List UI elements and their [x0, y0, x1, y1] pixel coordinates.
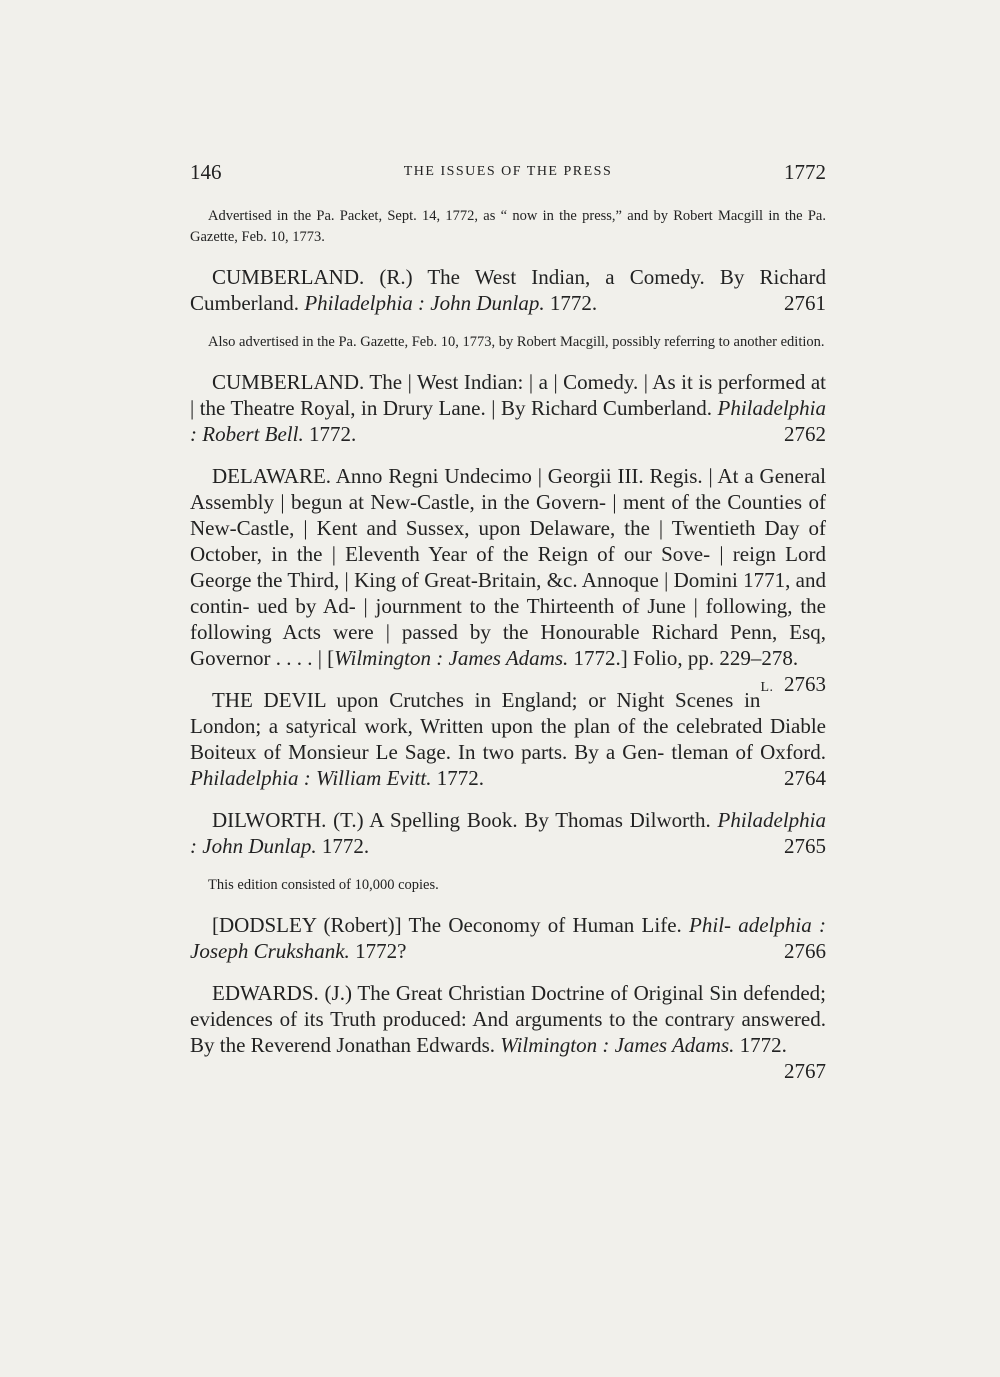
entry-date: 1772.]: [573, 646, 628, 670]
entry-date: 1772.: [436, 766, 484, 790]
header-year: 1772: [784, 160, 826, 184]
note-advertised: Advertised in the Pa. Packet, Sept. 14, 1772, as “ now in the press,” and by Robert Macgill in the Pa. Gazette, Feb. 10, 1773.: [190, 208, 826, 245]
entry-date: 1772.: [321, 834, 370, 858]
entry-number: 2761: [784, 291, 826, 315]
entry-text: DELAWARE. Anno Regni Undecimo | Georgii III. Regis. | At a General Assembly | begun at New-Castle, in the Govern- | ment of the Counties of New-Castle, | Kent and Sussex, upon Delaware, the | Twentieth Day of October, in the | Eleventh Year of the Reign of our Sove- | reign Lord George the Third, | King of Great-Britain, &c. Annoque | Domini 1771, and contin- ued by Ad- | journment to the Thirteenth of June | following, the following Acts were | passed by the Honourable Richard Penn, Esq, Governor . . . . | [: [190, 464, 826, 670]
entry-number: 2765: [784, 834, 826, 858]
note-copies: This edition consisted of 10,000 copies.: [208, 877, 439, 893]
entry-number: 2764: [784, 766, 826, 790]
note-also-advertised: Also advertised in the Pa. Gazette, Feb. 10, 1773, by Robert Macgill, possibly referring to another edition.: [208, 334, 825, 350]
entry-date: 1772.: [549, 291, 598, 315]
running-head: THE ISSUES OF THE PRESS: [403, 164, 613, 179]
entry-text: CUMBERLAND. (R.) The West Indian, a Comedy. By Richard Cumberland.: [190, 265, 826, 315]
entry-number: 2763: [784, 672, 826, 696]
entry-2766: [190, 912, 826, 964]
entry-imprint: Wilmington : James Adams.: [334, 646, 569, 670]
entry-imprint: Philadelphia : William Evitt.: [190, 766, 432, 790]
entry-2762: [190, 369, 826, 447]
entry-2763: [190, 463, 826, 696]
entry-text: [DODSLEY (Robert)] The Oeconomy of Human Life.: [212, 913, 682, 937]
entry-2761: [190, 264, 826, 316]
page-body: [190, 206, 826, 1084]
entry-2767: [190, 980, 826, 1083]
entry-format: Folio, pp. 229–278.: [633, 646, 799, 670]
entry-number: 2767: [784, 1059, 826, 1083]
entry-imprint: Wilmington : James Adams.: [500, 1033, 735, 1057]
entry-text: DILWORTH. (T.) A Spelling Book. By Thomas Dilworth.: [212, 808, 711, 832]
page-number: 146: [190, 160, 222, 184]
entry-date: 1772?: [355, 939, 407, 963]
entry-number: 2762: [784, 422, 826, 446]
entry-date: 1772.: [308, 422, 357, 446]
entry-text: THE DEVIL upon Crutches in England; or Night Scenes in London; a satyrical work, Written upon the plan of the celebrated Diable Boiteux of Monsieur Le Sage. In two parts. By a Gen- tleman of Oxford.: [190, 688, 826, 764]
entry-2765: [190, 807, 826, 859]
entry-imprint: Philadelphia : Robert Bell.: [190, 396, 827, 446]
entry-text: EDWARDS. (J.) The Great Christian Doctrine of Original Sin defended; evidences of its Truth produced: And arguments to the contrary answered. By the Reverend Jonathan Edwards.: [190, 981, 826, 1057]
entry-imprint: Philadelphia : John Dunlap.: [190, 808, 826, 858]
entry-imprint: Philadelphia : John Dunlap.: [304, 291, 545, 315]
entry-imprint: Phil- adelphia : Joseph Crukshank.: [190, 913, 826, 963]
entry-date: 1772.: [739, 1033, 787, 1057]
entry-location: L.: [760, 680, 774, 695]
entry-2764: [190, 687, 826, 791]
entry-number-group: [760, 671, 826, 701]
entry-number: 2766: [784, 939, 826, 963]
page-header: [190, 160, 826, 186]
entry-text: CUMBERLAND. The | West Indian: | a | Comedy. | As it is performed at | the Theatre Royal, in Drury Lane. | By Richard Cumberland.: [190, 370, 826, 420]
